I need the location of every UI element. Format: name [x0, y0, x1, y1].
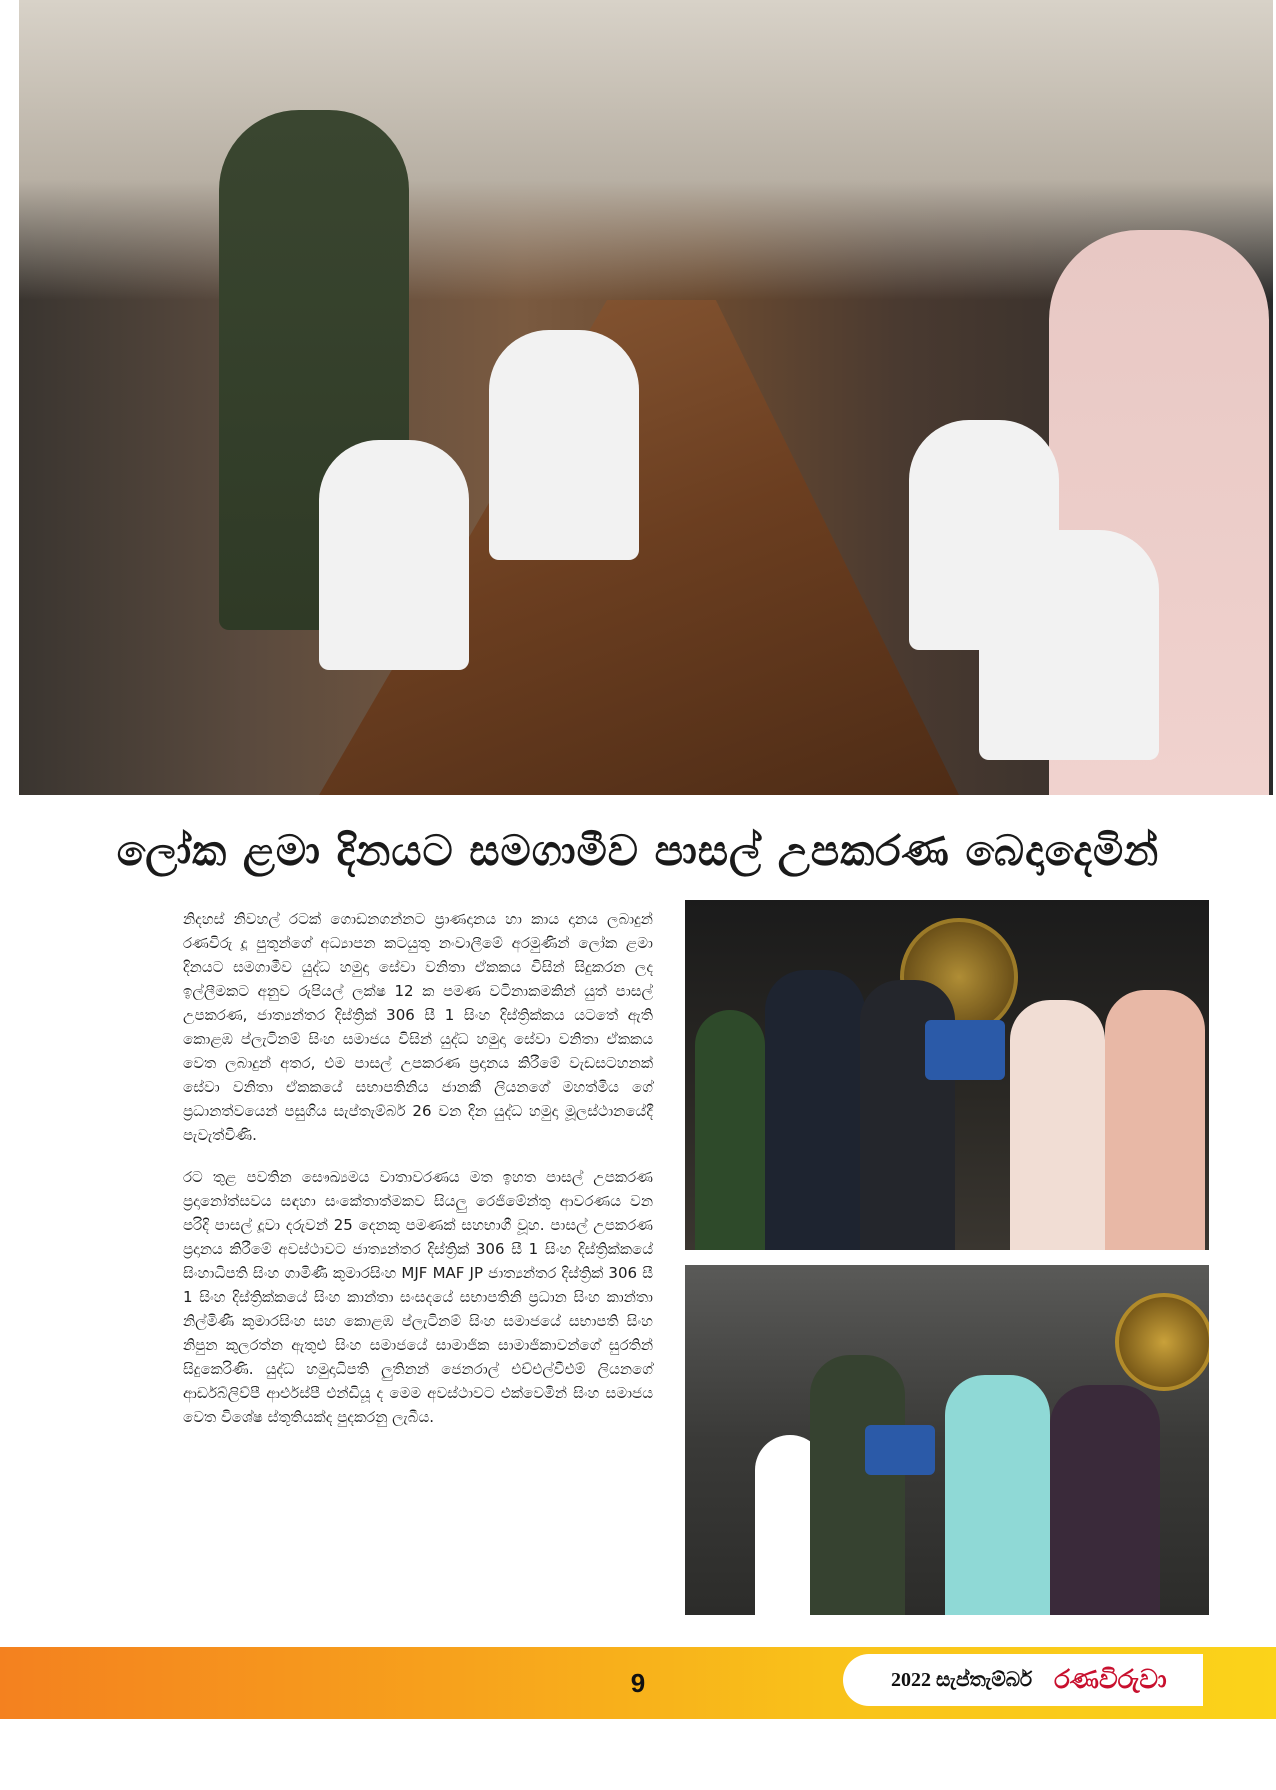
photo-person-figure	[1105, 990, 1205, 1250]
photo-person-figure	[945, 1375, 1050, 1615]
photo-person-figure	[1010, 1000, 1105, 1250]
photo-gift-box	[865, 1425, 935, 1475]
footer-label	[843, 1654, 1203, 1706]
page-number: 9	[630, 1668, 646, 1698]
issue-date: 2022 සැප්තැම්බර්	[891, 1668, 1033, 1691]
handover-photo	[685, 900, 1209, 1250]
magazine-brand: රණවිරුවා	[1054, 1664, 1167, 1695]
photo-officer-figure	[810, 1355, 905, 1615]
photo-person-figure	[1050, 1385, 1160, 1615]
army-crest-emblem	[1115, 1293, 1209, 1391]
student-gift-photo	[685, 1265, 1209, 1615]
photo-child-figure	[489, 330, 639, 560]
article-title: ලෝක ළමා දිනයට සමගාමීව පාසල් උපකරණ බෙදාදෙමින්	[116, 826, 1160, 875]
photo-child-figure	[979, 530, 1159, 760]
article-paragraph: රට තුළ පවතින සෞඛ්‍යමය වාතාවරණය මත ඉහත පාසල් උපකරණ ප්‍රදානෝත්සවය සඳහා සංකේතාත්මකව සියලු රෙජිමේන්තු ආවරණය වන පරිදි පාසල් දූවා දරුවන් 25 දෙනකු පමණක් සහභාගී වූහ. පාසල් උපකරණ ප්‍රදානය කිරීමේ අවස්ථාවට ජාත්‍යන්තර දිස්ත්‍රික් 306 සී 1 සිංහ දිස්ත්‍රික්කයේ සිංහාධිපති සිංහ ගාමිණී කුමාරසිංහ MJF MAF JP ජාත්‍යන්තර දිස්ත්‍රික් 306 සී 1 සිංහ දිස්ත්‍රික්කයේ සිංහ කාන්තා සංසදයේ සභාපතිනි ප්‍රධාන සිංහ කාන්තා නිල්මිණී කුමාරසිංහ සහ කොළඹ ප්ලැටිනම් සිංහ සමාජයේ සභාපති සිංහ නිපුන කුලරත්න ඇතුළු සිංහ සමාජයේ සාමාජික සාමාජිකාවන්ගේ සුරතින් සිදුකෙරිණි. යුද්ධ හමුදාධිපති ලුතිනන් ජෙනරාල් එච්එල්වීඑම් ලියනගේ ආර්ඩබ්ලිව්පී ආර්එස්පී එන්ඩියූ ද මෙම අවස්ථාවට එක්වෙමින් සිංහ සමාජය වෙත විශේෂ ස්තූතියක්ද පුදකරනු ලැබීය.	[183, 1168, 653, 1426]
article-paragraph: නිදහස් නිවහල් රටක් ගොඩනගන්නට ප්‍රාණදානය හා කාය දානය ලබාදුන් රණවිරු දූ පුතුන්ගේ අධ්‍යාපන කටයුතු නංවාලීමේ අරමුණින් ලෝක ළමා දිනයට සමගාමීව යුද්ධ හමුදා සේවා වනිතා ඒකකය විසින් සිදුකරන ලද ඉල්ලීමකට අනුව රුපියල් ලක්ෂ 12 ක පමණ වටිනාකමකින් යුත් පාසල් උපකරණ, ජාත්‍යන්තර දිස්ත්‍රික් 306 සී 1 සිංහ දිස්ත්‍රික්කය යටතේ ඇති කොළඹ ප්ලැටිනම් සිංහ සමාජය විසින් යුද්ධ හමුදා සේවා වනිතා ඒකකය වෙත ලබාදුන් අතර, එම පාසල් උපකරණ ප්‍රදානය කිරීමේ වැඩසටහනක් සේවා වනිතා ඒකකයේ සභාපතිනිය ජානකී ලියනගේ මහත්මිය ගේ ප්‍රධානත්වයෙන් පසුගිය සැප්තැම්බර් 26 වන දින යුද්ධ හමුදා මූලස්ථානයේදී පැවැත්විණි.	[183, 910, 653, 1144]
photo-gift-box	[925, 1020, 1005, 1080]
photo-person-figure	[695, 1010, 765, 1250]
top-photo	[19, 0, 1273, 795]
photo-child-figure	[319, 440, 469, 670]
article-body	[183, 907, 653, 1447]
photo-person-figure	[765, 970, 865, 1250]
